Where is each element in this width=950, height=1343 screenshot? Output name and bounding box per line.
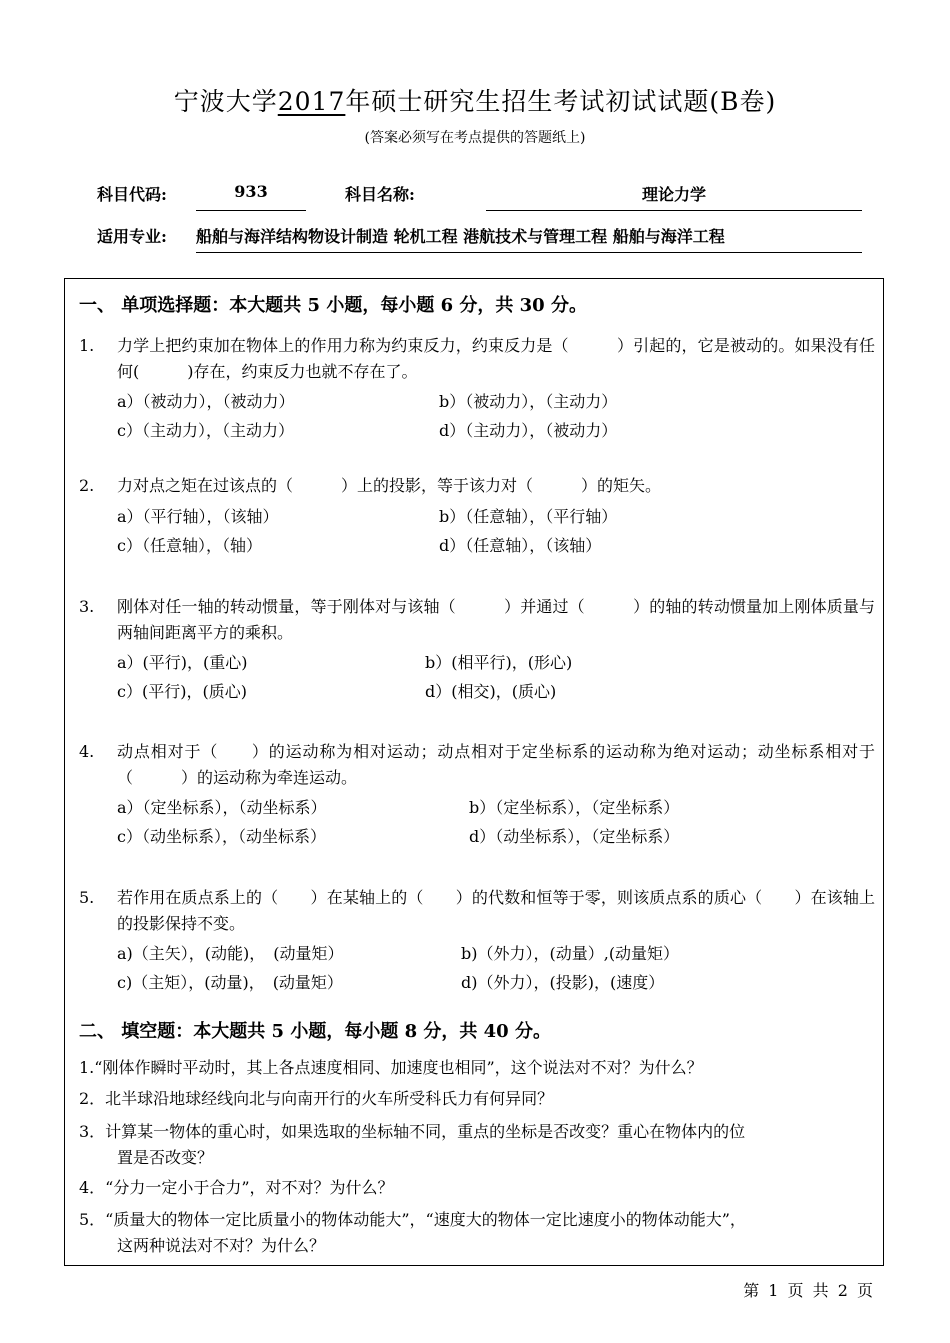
option-a: a）（被动力），（被动力） bbox=[117, 392, 295, 411]
page-number: 第 1 页 共 2 页 bbox=[743, 1281, 873, 1300]
question-text: 力学上把约束加在物体上的作用力称为约束反力，约束反力是（ ）引起的，它是被动的。如果没有任何( )存在，约束反力也就不存在了。 bbox=[117, 336, 875, 381]
mc-question-1 bbox=[79, 333, 875, 385]
option-a: a）（定坐标系），（动坐标系） bbox=[117, 798, 327, 817]
fill-question-5 bbox=[79, 1207, 879, 1259]
question-text: 5．“质量大的物体一定比质量小的物体动能大”，“速度大的物体一定比速度小的物体动能大”， bbox=[79, 1210, 746, 1229]
question-box bbox=[64, 278, 884, 1266]
question-text: 若作用在质点系上的（ ）在某轴上的（ ）的代数和恒等于零，则该质点系的质心（ ）在该轴上的投影保持不变。 bbox=[117, 888, 875, 933]
section1-title: 一、 单项选择题：本大题共 5 小题，每小题 6 分，共 30 分。 bbox=[79, 295, 587, 316]
option-d: d）（主动力），（被动力） bbox=[439, 421, 618, 440]
exam-title bbox=[0, 82, 950, 118]
option-c: c）（动坐标系），（动坐标系） bbox=[117, 827, 326, 846]
option-b: b）（被动力），（主动力） bbox=[439, 392, 618, 411]
subject-code-label: 科目代码: bbox=[97, 185, 167, 204]
option-b: b）（任意轴），（平行轴） bbox=[439, 507, 618, 526]
option-d: d）（任意轴），（该轴） bbox=[439, 536, 602, 555]
option-d: d)（外力），(投影)，(速度） bbox=[461, 973, 665, 992]
option-a: a）(平行)，(重心) bbox=[117, 653, 248, 672]
fill-question-1 bbox=[79, 1055, 879, 1081]
question-text: 力对点之矩在过该点的（ ）上的投影，等于该力对（ ）的矩矢。 bbox=[117, 476, 662, 495]
title-suffix: 年硕士研究生招生考试初试试题(B卷) bbox=[345, 87, 777, 116]
question-number: 1. bbox=[79, 336, 95, 355]
option-c: c）(平行)，(质心) bbox=[117, 682, 247, 701]
subject-name-value: 理论力学 bbox=[641, 185, 706, 204]
question-number: 4. bbox=[79, 742, 95, 761]
subject-name-underline bbox=[486, 210, 862, 211]
fill-question-3 bbox=[79, 1119, 879, 1171]
option-b: b)（外力），(动量）,(动量矩） bbox=[461, 944, 680, 963]
option-b: b）(相平行)，(形心) bbox=[425, 653, 573, 672]
mc-question-2 bbox=[79, 473, 875, 499]
question-text-continued: 这两种说法对不对？为什么？ bbox=[117, 1236, 326, 1255]
question-number: 5. bbox=[79, 888, 95, 907]
subject-name-label: 科目名称: bbox=[345, 185, 415, 204]
exam-subtitle: (答案必须写在考点提供的答题纸上) bbox=[364, 130, 586, 146]
question-text: 1.“刚体作瞬时平动时，其上各点速度相同、加速度也相同”，这个说法对不对？为什么？ bbox=[79, 1058, 703, 1077]
section2-title: 二、 填空题：本大题共 5 小题，每小题 8 分，共 40 分。 bbox=[79, 1021, 551, 1042]
major-underline bbox=[196, 252, 862, 253]
question-number: 2. bbox=[79, 476, 95, 495]
mc-question-5 bbox=[79, 885, 875, 937]
option-a: a)（主矢），(动能)， (动量矩） bbox=[117, 944, 344, 963]
major-label: 适用专业: bbox=[97, 227, 167, 246]
option-c: c）（主动力），（主动力） bbox=[117, 421, 294, 440]
question-text: 刚体对任一轴的转动惯量，等于刚体对与该轴（ ）并通过（ ）的轴的转动惯量加上刚体质量与两轴间距离平方的乘积。 bbox=[117, 597, 875, 642]
title-prefix: 宁波大学 bbox=[173, 87, 278, 116]
subject-code-value: 933 bbox=[234, 182, 268, 201]
mc-question-3 bbox=[79, 594, 875, 646]
question-number: 3. bbox=[79, 597, 95, 616]
option-d: d）(相交)，(质心) bbox=[425, 682, 557, 701]
option-d: d）（动坐标系），（定坐标系） bbox=[469, 827, 680, 846]
question-text: 3．计算某一物体的重心时，如果选取的坐标轴不同，重点的坐标是否改变？重心在物体内的位 bbox=[79, 1122, 746, 1141]
option-c: c）（任意轴），（轴） bbox=[117, 536, 262, 555]
major-value: 船舶与海洋结构物设计制造 轮机工程 港航技术与管理工程 船舶与海洋工程 bbox=[196, 227, 725, 246]
mc-question-4 bbox=[79, 739, 875, 791]
question-text: 动点相对于（ ）的运动称为相对运动；动点相对于定坐标系的运动称为绝对运动；动坐标系相对于（ ）的运动称为牵连运动。 bbox=[117, 742, 875, 787]
question-text: 4．“分力一定小于合力”，对不对？为什么？ bbox=[79, 1178, 394, 1197]
fill-question-4 bbox=[79, 1175, 879, 1201]
option-b: b）（定坐标系），（定坐标系） bbox=[469, 798, 680, 817]
title-year: 2017 bbox=[277, 87, 346, 116]
subject-code-underline bbox=[196, 210, 306, 211]
option-a: a）（平行轴），（该轴） bbox=[117, 507, 279, 526]
fill-question-2 bbox=[79, 1086, 879, 1112]
question-text-continued: 置是否改变？ bbox=[117, 1148, 214, 1167]
question-text: 2．北半球沿地球经线向北与向南开行的火车所受科氏力有何异同？ bbox=[79, 1089, 554, 1108]
option-c: c)（主矩），(动量)， (动量矩） bbox=[117, 973, 343, 992]
